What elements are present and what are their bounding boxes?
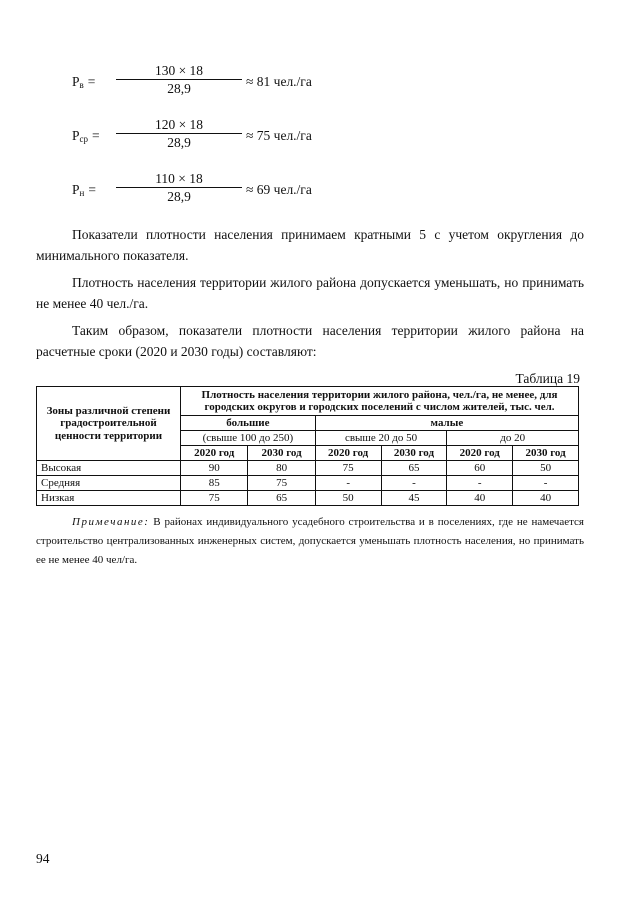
value-cell: 90 <box>181 461 248 476</box>
value-cell: 75 <box>248 476 315 491</box>
group-header-large: большие <box>181 416 316 431</box>
formula-density-high <box>72 62 332 102</box>
paragraph-rounding: Показатели плотности населения принимаем кратными 5 с учетом округления до минимального показателя. <box>36 227 584 263</box>
main-header: Плотность населения территории жилого района, чел./га, не менее, для городских округов и городских поселений с числом жителей, тыс. чел. <box>181 387 579 416</box>
year-header: 2020 год <box>181 446 248 461</box>
value-cell: 50 <box>315 491 381 506</box>
value-cell: 65 <box>381 461 447 476</box>
zone-column-header: Зоны различной степени градостроительной ценности территории <box>37 387 181 461</box>
formula-fraction <box>116 116 242 151</box>
formula-result: ≈ 69 чел./га <box>246 182 312 197</box>
value-cell: 60 <box>447 461 513 476</box>
zone-cell: Низкая <box>37 491 181 506</box>
formula-result: ≈ 75 чел./га <box>246 128 312 143</box>
year-header: 2030 год <box>381 446 447 461</box>
table-row <box>37 461 579 476</box>
value-cell: - <box>381 476 447 491</box>
subgroup-small-1: свыше 20 до 50 <box>315 431 447 446</box>
formula-denominator: 28,9 <box>167 135 191 150</box>
note-text: В районах индивидуального усадебного строительства и в поселениях, где не намечается строительство централизованных инженерных систем, допускается уменьшать плотность населения, но принимать ее не менее 40 чел/га. <box>36 516 584 566</box>
value-cell: 75 <box>315 461 381 476</box>
table-row <box>37 476 579 491</box>
value-cell: 40 <box>447 491 513 506</box>
formula-density-medium <box>72 116 332 156</box>
value-cell: 45 <box>381 491 447 506</box>
table-caption: Таблица 19 <box>515 371 580 386</box>
formula-lhs: $P_в$ = <box>72 74 96 90</box>
value-cell: - <box>513 476 579 491</box>
value-cell: - <box>315 476 381 491</box>
value-cell: 40 <box>513 491 579 506</box>
table-note <box>36 513 584 570</box>
group-header-small: малые <box>315 416 578 431</box>
table-row <box>37 491 579 506</box>
formula-lhs: $P_н$ = <box>72 182 96 198</box>
formula-fraction <box>116 62 242 97</box>
formula-lhs: $P_{ср}$ = <box>72 128 100 144</box>
formula-numerator: 120 × 18 <box>154 117 204 132</box>
year-header: 2030 год <box>513 446 579 461</box>
paragraph-conclusion: Таким образом, показатели плотности населения территории жилого района на расчетные сроки (2020 и 2030 годы) составляют: <box>36 323 584 359</box>
note-label: Примечание: <box>72 516 150 528</box>
zone-cell: Средняя <box>37 476 181 491</box>
formula-result: ≈ 81 чел./га <box>246 74 312 89</box>
subgroup-large: (свыше 100 до 250) <box>181 431 316 446</box>
value-cell: 65 <box>248 491 315 506</box>
subgroup-small-2: до 20 <box>447 431 579 446</box>
formula-denominator: 28,9 <box>167 81 191 96</box>
paragraph-minimum: Плотность населения территории жилого района допускается уменьшать, но принимать не менее 40 чел./га. <box>36 275 584 311</box>
page-number: 94 <box>36 851 50 866</box>
value-cell: 75 <box>181 491 248 506</box>
value-cell: - <box>447 476 513 491</box>
value-cell: 85 <box>181 476 248 491</box>
formula-numerator: 130 × 18 <box>154 63 204 78</box>
formula-density-low <box>72 170 332 210</box>
year-header: 2020 год <box>447 446 513 461</box>
year-header: 2030 год <box>248 446 315 461</box>
formula-numerator: 110 × 18 <box>155 171 203 186</box>
formula-denominator: 28,9 <box>167 189 191 204</box>
formula-fraction <box>116 170 242 205</box>
year-header: 2020 год <box>315 446 381 461</box>
value-cell: 50 <box>513 461 579 476</box>
zone-cell: Высокая <box>37 461 181 476</box>
density-table <box>36 386 579 506</box>
value-cell: 80 <box>248 461 315 476</box>
